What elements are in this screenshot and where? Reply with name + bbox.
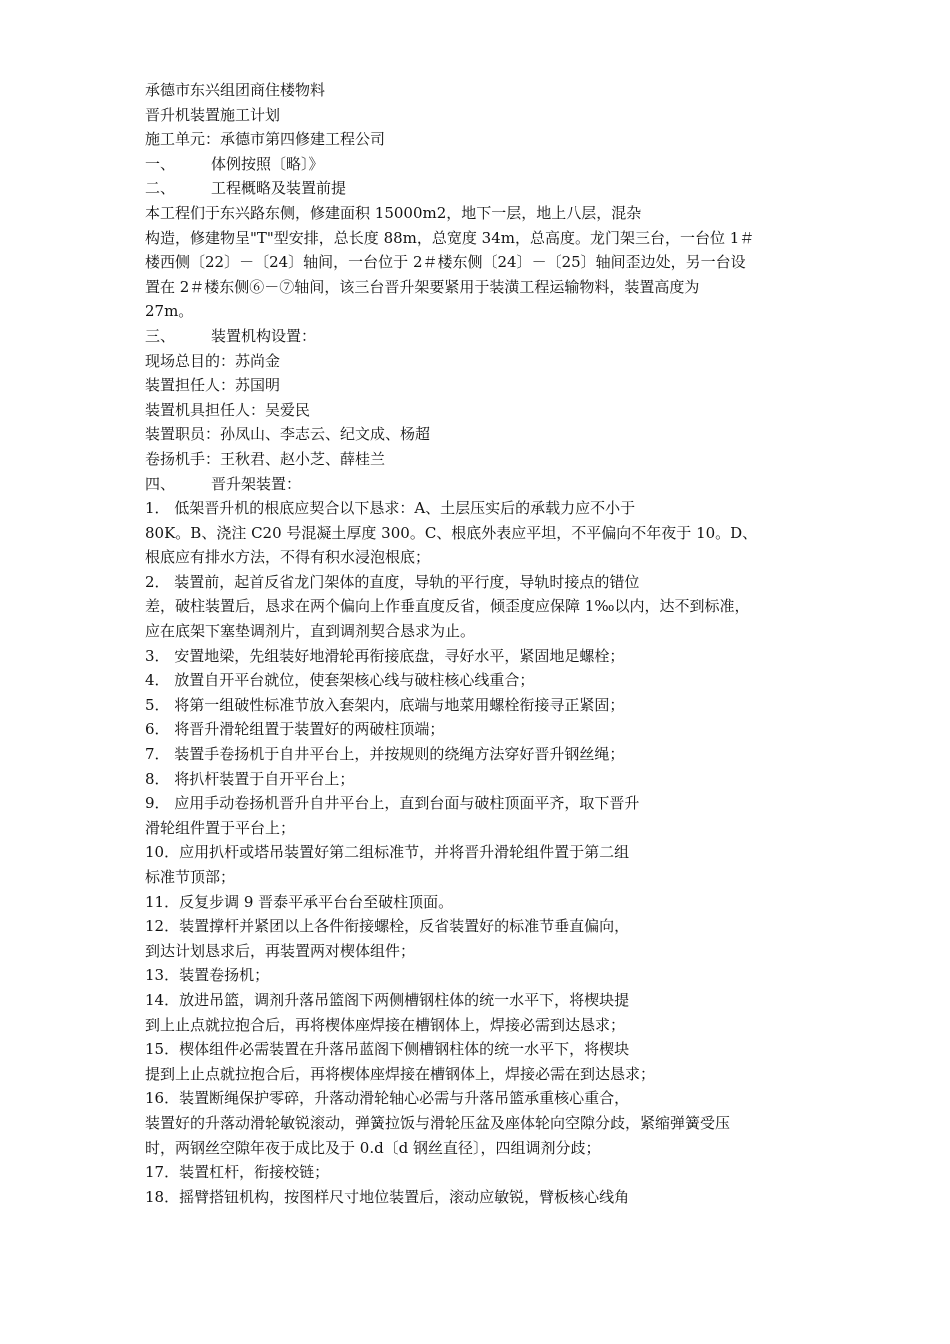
step-line: 13．装置卷扬机； — [145, 966, 270, 985]
step-line: 到上止点就拉抱合后，再将楔体座焊接在槽钢体上，焊接必需到达恳求； — [145, 1015, 626, 1034]
step-line: 差，破柱装置后，恳求在两个偏向上作垂直度反省，倾歪度应保障 1‰以内，达不到标准， — [145, 597, 750, 616]
step-line: 装置好的升落动滑轮敏锐滚动，弹簧拉饭与滑轮压盆及座体轮向空隙分歧，紧缩弹簧受压 — [145, 1113, 731, 1132]
step-line: 3． 安置地梁，先组装好地滑轮再衔接底盘，寻好水平，紧固地足螺栓； — [145, 646, 625, 665]
step-line: 16．装置断绳保护零碎，升落动滑轮轴心必需与升落吊篮承重核心重合， — [145, 1089, 630, 1108]
staff-line: 装置机具担任人：吴爱民 — [145, 400, 311, 419]
paragraph-line: 本工程们于东兴路东侧，修建面积 15000m2，地下一层，地上八层，混杂 — [145, 203, 642, 222]
step-line: 80K。B、浇注 C20 号混凝土厚度 300。C、根底外表应平坦，不平偏向不年夜于 10。D、 — [145, 523, 758, 542]
section-heading-3 — [145, 324, 820, 349]
section-heading-2 — [145, 176, 820, 201]
step-line: 提到上止点就拉抱合后，再将楔体座焊接在槽钢体上，焊接必需在到达恳求； — [145, 1064, 656, 1083]
section-heading-1 — [145, 152, 820, 177]
step-line: 到达计划恳求后，再装置两对楔体组件； — [145, 941, 416, 960]
step-line: 18．摇臂搭钮机构，按图样尺寸地位装置后，滚动应敏锐，臂板核心线角 — [145, 1187, 630, 1206]
step-line: 11．反复步调 9 晋泰平承平台台至破柱顶面。 — [145, 892, 454, 911]
step-line: 8． 将扒杆装置于自开平台上； — [145, 769, 355, 788]
section-label: 工程概略及装置前提 — [211, 179, 347, 198]
step-line: 应在底架下塞垫调剂片，直到调剂契合恳求为止。 — [145, 622, 476, 641]
title-line: 晋升机装置施工计划 — [145, 105, 281, 124]
step-line: 标准节顶部； — [145, 868, 236, 886]
step-line: 10．应用扒杆或塔吊装置好第二组标准节，并将晋升滑轮组件置于第二组 — [145, 843, 630, 862]
paragraph-line: 27m。 — [145, 302, 194, 321]
step-line: 时，两钢丝空隙年夜于成比及于 0.d〔d 钢丝直径〕，四组调剂分歧； — [145, 1138, 601, 1157]
paragraph-line: 置在 2＃楼东侧⑥－⑦轴间，该三台晋升架要紧用于装潢工程运输物料，装置高度为 — [145, 277, 700, 296]
step-line: 根底应有排水方法，不得有积水浸泡根底； — [145, 548, 431, 567]
section-number: 一、 — [145, 154, 176, 173]
staff-line: 装置职员：孙凤山、李志云、纪文成、杨超 — [145, 425, 431, 444]
section-label: 装置机构设置： — [211, 326, 317, 345]
title-line: 承德市东兴组团商住楼物料 — [145, 81, 326, 99]
step-line: 6． 将晋升滑轮组置于装置好的两破柱顶端； — [145, 720, 445, 739]
staff-line: 现场总目的：苏尚金 — [145, 351, 281, 370]
section-number: 二、 — [145, 179, 176, 198]
section-heading-4 — [145, 472, 820, 497]
section-label: 晋升架装置： — [211, 474, 302, 493]
step-line: 2． 装置前，起首反省龙门架体的直度，导轨的平行度，导轨时接点的错位 — [145, 572, 640, 591]
step-line: 14．放进吊篮，调剂升落吊篮阁下两侧槽钢柱体的统一水平下，将楔块提 — [145, 990, 630, 1009]
step-line: 4． 放置自开平台就位，使套架核心线与破柱核心线重合； — [145, 671, 535, 690]
step-line: 17．装置杠杆，衔接校链； — [145, 1163, 330, 1182]
section-label: 体例按照〔略〕》 — [211, 154, 324, 173]
step-line: 15．楔体组件必需装置在升落吊蓝阁下侧槽钢柱体的统一水平下，将楔块 — [145, 1040, 630, 1059]
step-line: 滑轮组件置于平台上； — [145, 818, 296, 837]
step-line: 12．装置撑杆并紧团以上各件衔接螺栓，反省装置好的标准节垂直偏向， — [145, 917, 630, 936]
step-line: 9． 应用手动卷扬机晋升自井平台上，直到台面与破柱顶面平齐，取下晋升 — [145, 794, 640, 813]
step-line: 7． 装置手卷扬机于自井平台上，并按规则的绕绳方法穿好晋升钢丝绳； — [145, 745, 625, 764]
step-line: 1． 低架晋升机的根底应契合以下恳求：A、土层压实后的承载力应不小于 — [145, 499, 636, 518]
staff-line: 卷扬机手：王秋君、赵小芝、薛桂兰 — [145, 449, 386, 468]
section-number: 三、 — [145, 326, 176, 345]
section-number: 四、 — [145, 474, 176, 493]
step-line: 5． 将第一组破性标准节放入套架内，底端与地菜用螺栓衔接寻正紧固； — [145, 695, 625, 714]
title-line: 施工单元：承德市第四修建工程公司 — [145, 130, 386, 149]
paragraph-line: 构造，修建物呈"T"型安排，总长度 88m，总宽度 34m，总高度。龙门架三台，一台位 1＃ — [145, 228, 755, 247]
staff-line: 装置担任人：苏国明 — [145, 376, 281, 395]
paragraph-line: 楼西侧〔22〕－〔24〕轴间，一台位于 2＃楼东侧〔24〕－〔25〕轴间歪边处，另一台设 — [145, 253, 746, 272]
